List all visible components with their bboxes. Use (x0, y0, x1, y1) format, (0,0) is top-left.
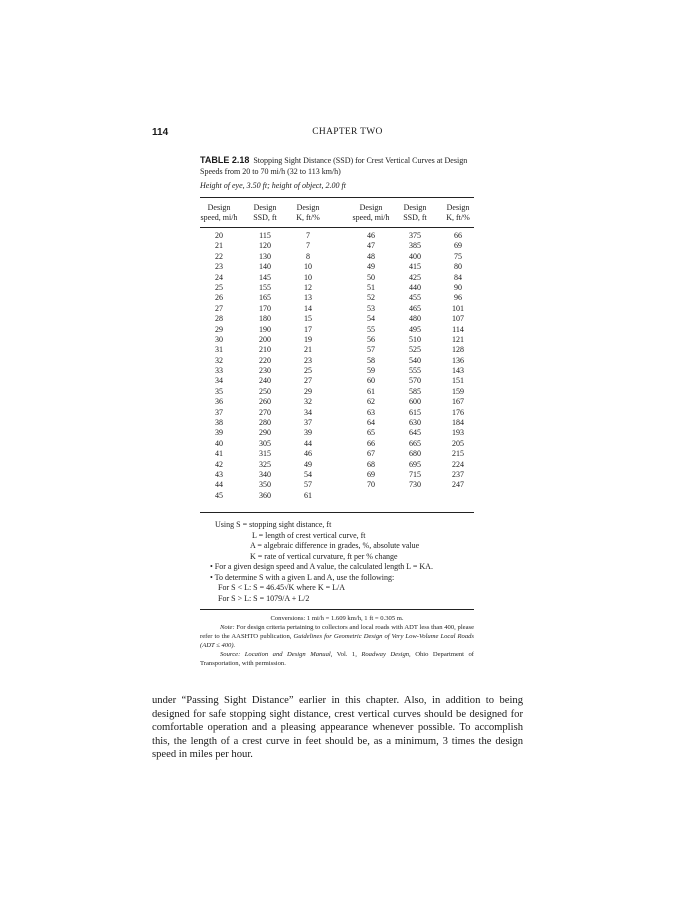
col-header-line: Design (446, 203, 470, 212)
table-cell: 29 (215, 324, 223, 334)
table-cell: 440 (409, 282, 421, 292)
table-cell: 121 (452, 334, 464, 344)
table-cell: 64 (367, 418, 375, 428)
table-cell: 120 (259, 241, 271, 251)
table-cell: 615 (409, 407, 421, 417)
col-header-line: K, ft/% (446, 213, 470, 222)
table-cell: 49 (304, 459, 312, 469)
table-cell: 26 (215, 293, 223, 303)
table-cell: 21 (215, 241, 223, 251)
table-cell: 44 (215, 480, 223, 490)
table-cell: 8 (306, 251, 310, 261)
table-cell: 67 (367, 449, 375, 459)
table-cell: 205 (452, 438, 464, 448)
table-cell: 61 (304, 490, 312, 500)
table-cell: 184 (452, 418, 464, 428)
table-cell: 84 (454, 272, 462, 282)
table-cell: 305 (259, 438, 271, 448)
table-cell: 600 (409, 397, 421, 407)
col-header-k-left (283, 203, 333, 223)
body-paragraph: under “Passing Sight Distance” earlier in this chapter. Also, in addition to being designed for safe stopping sight distance, crest vertical curves should be designed for comfortable operation and a pleasing appearance whenever possible. To accomplish this, the length of a crest curve in feet should be, as a minimum, 3 times the design speed in miles per hour. (152, 695, 523, 761)
table-cell: 415 (409, 262, 421, 272)
data-col-ssd-left (245, 231, 285, 501)
table-cell: 315 (259, 449, 271, 459)
table-cell: 570 (409, 376, 421, 386)
table-cell: 290 (259, 428, 271, 438)
table-cell: 107 (452, 314, 464, 324)
table-cell: 34 (304, 407, 312, 417)
notes-block (200, 614, 474, 668)
table-cell: 27 (304, 376, 312, 386)
col-header-line: SSD, ft (403, 213, 427, 222)
source-title: Location and Design Manual, (244, 651, 333, 658)
table-cell: 37 (304, 418, 312, 428)
table-cell: 360 (259, 490, 271, 500)
table-cell: 37 (215, 407, 223, 417)
table-cell: 375 (409, 231, 421, 240)
table-cell: 42 (215, 459, 223, 469)
conversions-note: Conversions: 1 mi/h = 1.609 km/h, 1 ft = 0.305 m. (270, 615, 404, 622)
table-cell: 36 (215, 397, 223, 407)
note-text: For design criteria pertaining to collectors and local roads with ADT less than 400, please refer to the AASHTO publication, (200, 624, 474, 640)
table-cell: 62 (367, 397, 375, 407)
data-col-k-left (288, 231, 328, 501)
col-header-line: Design (296, 203, 320, 212)
table-cell: 75 (454, 251, 462, 261)
table-cell: 260 (259, 397, 271, 407)
table-cell: 645 (409, 428, 421, 438)
table-cell: 237 (452, 469, 464, 479)
col-header-line: Design (403, 203, 427, 212)
table-cell: 34 (215, 376, 223, 386)
table-cell: 80 (454, 262, 462, 272)
col-header-line: K, ft/% (296, 213, 320, 222)
table-cell: 60 (367, 376, 375, 386)
table-cell: 59 (367, 366, 375, 376)
table-cell: 68 (367, 459, 375, 469)
table-cell: 665 (409, 438, 421, 448)
table-cell: 247 (452, 480, 464, 490)
table-cell: 270 (259, 407, 271, 417)
table-cell: 24 (215, 272, 223, 282)
table-cell: 385 (409, 241, 421, 251)
table-cell: 240 (259, 376, 271, 386)
table-cell: 340 (259, 469, 271, 479)
table-cell: 7 (306, 231, 310, 240)
table-cell: 510 (409, 334, 421, 344)
table-cell: 17 (304, 324, 312, 334)
def-l: L = length of crest vertical curve, ft (252, 530, 366, 540)
table-cell: 155 (259, 282, 271, 292)
table-cell: 130 (259, 251, 271, 261)
def-a: A = algebraic difference in grades, %, absolute value (250, 541, 420, 550)
table-cell: 230 (259, 366, 271, 376)
col-header-speed-right (346, 203, 396, 223)
table-cell: 128 (452, 345, 464, 355)
design-note (200, 623, 474, 650)
table-cell: 33 (215, 366, 223, 376)
table-cell: 48 (367, 251, 375, 261)
data-col-speed-right (351, 231, 391, 491)
col-header-speed-left (194, 203, 244, 223)
table-cell: 159 (452, 386, 464, 396)
table-cell: 32 (304, 397, 312, 407)
table-cell: 400 (409, 251, 421, 261)
table-cell: 143 (452, 366, 464, 376)
table-cell: 350 (259, 480, 271, 490)
table-cell: 90 (454, 282, 462, 292)
table-subcaption: Height of eye, 3.50 ft; height of object, 2.00 ft (200, 181, 346, 190)
source-roadway: Roadway Design, (361, 651, 411, 658)
chapter-title: CHAPTER TWO (312, 127, 383, 137)
table-cell: 115 (259, 231, 271, 240)
table-cell: 140 (259, 262, 271, 272)
table-cell: 63 (367, 407, 375, 417)
table-cell: 210 (259, 345, 271, 355)
table-cell: 25 (304, 366, 312, 376)
table-cell: 96 (454, 293, 462, 303)
table-cell: 54 (304, 469, 312, 479)
table-caption (200, 155, 485, 177)
table-cell: 495 (409, 324, 421, 334)
definitions-block (210, 520, 433, 604)
col-header-line: Design (359, 203, 383, 212)
table-cell: 136 (452, 355, 464, 365)
table-top-rule (200, 197, 474, 198)
table-cell: 53 (367, 303, 375, 313)
table-cell: 21 (304, 345, 312, 355)
notes-rule (200, 609, 474, 610)
table-cell: 101 (452, 303, 464, 313)
table-cell: 25 (215, 282, 223, 292)
table-cell: 220 (259, 355, 271, 365)
table-cell: 585 (409, 386, 421, 396)
table-cell: 190 (259, 324, 271, 334)
note-publication: Guidelines for Geometric Design of Very Low-Volume Local Roads (ADT ≤ 400). (200, 633, 475, 649)
table-cell: 69 (454, 241, 462, 251)
table-cell: 70 (367, 480, 375, 490)
table-cell: 176 (452, 407, 464, 417)
table-cell: 525 (409, 345, 421, 355)
table-cell: 66 (454, 231, 462, 240)
table-cell: 715 (409, 469, 421, 479)
def-formula-2: For S > L: S = 1079/A + L/2 (218, 593, 310, 603)
table-cell: 38 (215, 418, 223, 428)
table-cell: 280 (259, 418, 271, 428)
source-label: Source: (220, 651, 241, 658)
source-note (200, 650, 474, 668)
def-formula-1: For S < L: S = 46.45√K where K = L/A (218, 583, 346, 592)
table-cell: 29 (304, 386, 312, 396)
table-cell: 19 (304, 334, 312, 344)
source-volume: Vol. 1, (336, 651, 357, 658)
table-caption-text: Stopping Sight Distance (SSD) for Crest Vertical Curves at Design Speeds from 20 to 70 mi/h (32 to 113 km/h) (200, 156, 468, 176)
table-cell: 54 (367, 314, 375, 324)
table-bottom-rule (200, 512, 474, 513)
table-cell: 41 (215, 449, 223, 459)
def-bullet-1: • For a given design speed and A value, the calculated length L = KA. (210, 562, 433, 571)
data-col-k-right (438, 231, 478, 491)
data-col-ssd-right (395, 231, 435, 491)
table-cell: 44 (304, 438, 312, 448)
table-cell: 58 (367, 355, 375, 365)
table-cell: 56 (367, 334, 375, 344)
table-cell: 66 (367, 438, 375, 448)
table-cell: 20 (215, 231, 223, 240)
table-cell: 40 (215, 438, 223, 448)
table-cell: 114 (452, 324, 464, 334)
table-cell: 51 (367, 282, 375, 292)
table-cell: 23 (215, 262, 223, 272)
table-cell: 22 (215, 251, 223, 261)
table-cell: 425 (409, 272, 421, 282)
table-cell: 65 (367, 428, 375, 438)
table-cell: 215 (452, 449, 464, 459)
col-header-line: Design (207, 203, 231, 212)
table-cell: 10 (304, 272, 312, 282)
table-cell: 730 (409, 480, 421, 490)
def-using-s: Using S = stopping sight distance, ft (215, 520, 332, 529)
table-cell: 23 (304, 355, 312, 365)
page-number: 114 (152, 127, 169, 138)
table-cell: 465 (409, 303, 421, 313)
table-cell: 12 (304, 282, 312, 292)
table-cell: 7 (306, 241, 310, 251)
table-cell: 28 (215, 314, 223, 324)
table-cell: 630 (409, 418, 421, 428)
table-cell: 250 (259, 386, 271, 396)
table-cell: 13 (304, 293, 312, 303)
table-cell: 455 (409, 293, 421, 303)
table-cell: 180 (259, 314, 271, 324)
table-cell: 57 (367, 345, 375, 355)
note-label: Note: (220, 624, 235, 631)
table-cell: 540 (409, 355, 421, 365)
table-cell: 680 (409, 449, 421, 459)
table-cell: 14 (304, 303, 312, 313)
table-cell: 151 (452, 376, 464, 386)
table-cell: 170 (259, 303, 271, 313)
col-header-line: speed, mi/h (352, 213, 390, 222)
table-cell: 31 (215, 345, 223, 355)
table-cell: 30 (215, 334, 223, 344)
table-cell: 555 (409, 366, 421, 376)
table-cell: 52 (367, 293, 375, 303)
table-cell: 27 (215, 303, 223, 313)
table-cell: 167 (452, 397, 464, 407)
col-header-line: Design (253, 203, 277, 212)
table-cell: 57 (304, 480, 312, 490)
table-cell: 695 (409, 459, 421, 469)
table-cell: 43 (215, 469, 223, 479)
table-cell: 45 (215, 490, 223, 500)
table-cell: 55 (367, 324, 375, 334)
table-cell: 10 (304, 262, 312, 272)
col-header-k-right (433, 203, 483, 223)
table-cell: 46 (367, 231, 375, 240)
table-cell: 69 (367, 469, 375, 479)
table-header-rule (200, 227, 474, 228)
table-cell: 35 (215, 386, 223, 396)
source-rest: Ohio Department of Transportation, with permission. (200, 651, 474, 667)
table-label: TABLE 2.18 (200, 155, 250, 165)
def-bullet-2: • To determine S with a given L and A, use the following: (210, 572, 395, 582)
table-cell: 480 (409, 314, 421, 324)
col-header-line: speed, mi/h (200, 213, 238, 222)
table-cell: 50 (367, 272, 375, 282)
data-col-speed-left (199, 231, 239, 501)
table-cell: 224 (452, 459, 464, 469)
table-cell: 145 (259, 272, 271, 282)
table-cell: 39 (304, 428, 312, 438)
table-cell: 47 (367, 241, 375, 251)
col-header-line: SSD, ft (253, 213, 277, 222)
def-k: K = rate of vertical curvature, ft per % change (250, 551, 398, 561)
table-cell: 15 (304, 314, 312, 324)
table-cell: 39 (215, 428, 223, 438)
table-cell: 46 (304, 449, 312, 459)
table-cell: 61 (367, 386, 375, 396)
table-cell: 200 (259, 334, 271, 344)
table-cell: 193 (452, 428, 464, 438)
table-cell: 49 (367, 262, 375, 272)
table-cell: 165 (259, 293, 271, 303)
table-cell: 325 (259, 459, 271, 469)
table-cell: 32 (215, 355, 223, 365)
